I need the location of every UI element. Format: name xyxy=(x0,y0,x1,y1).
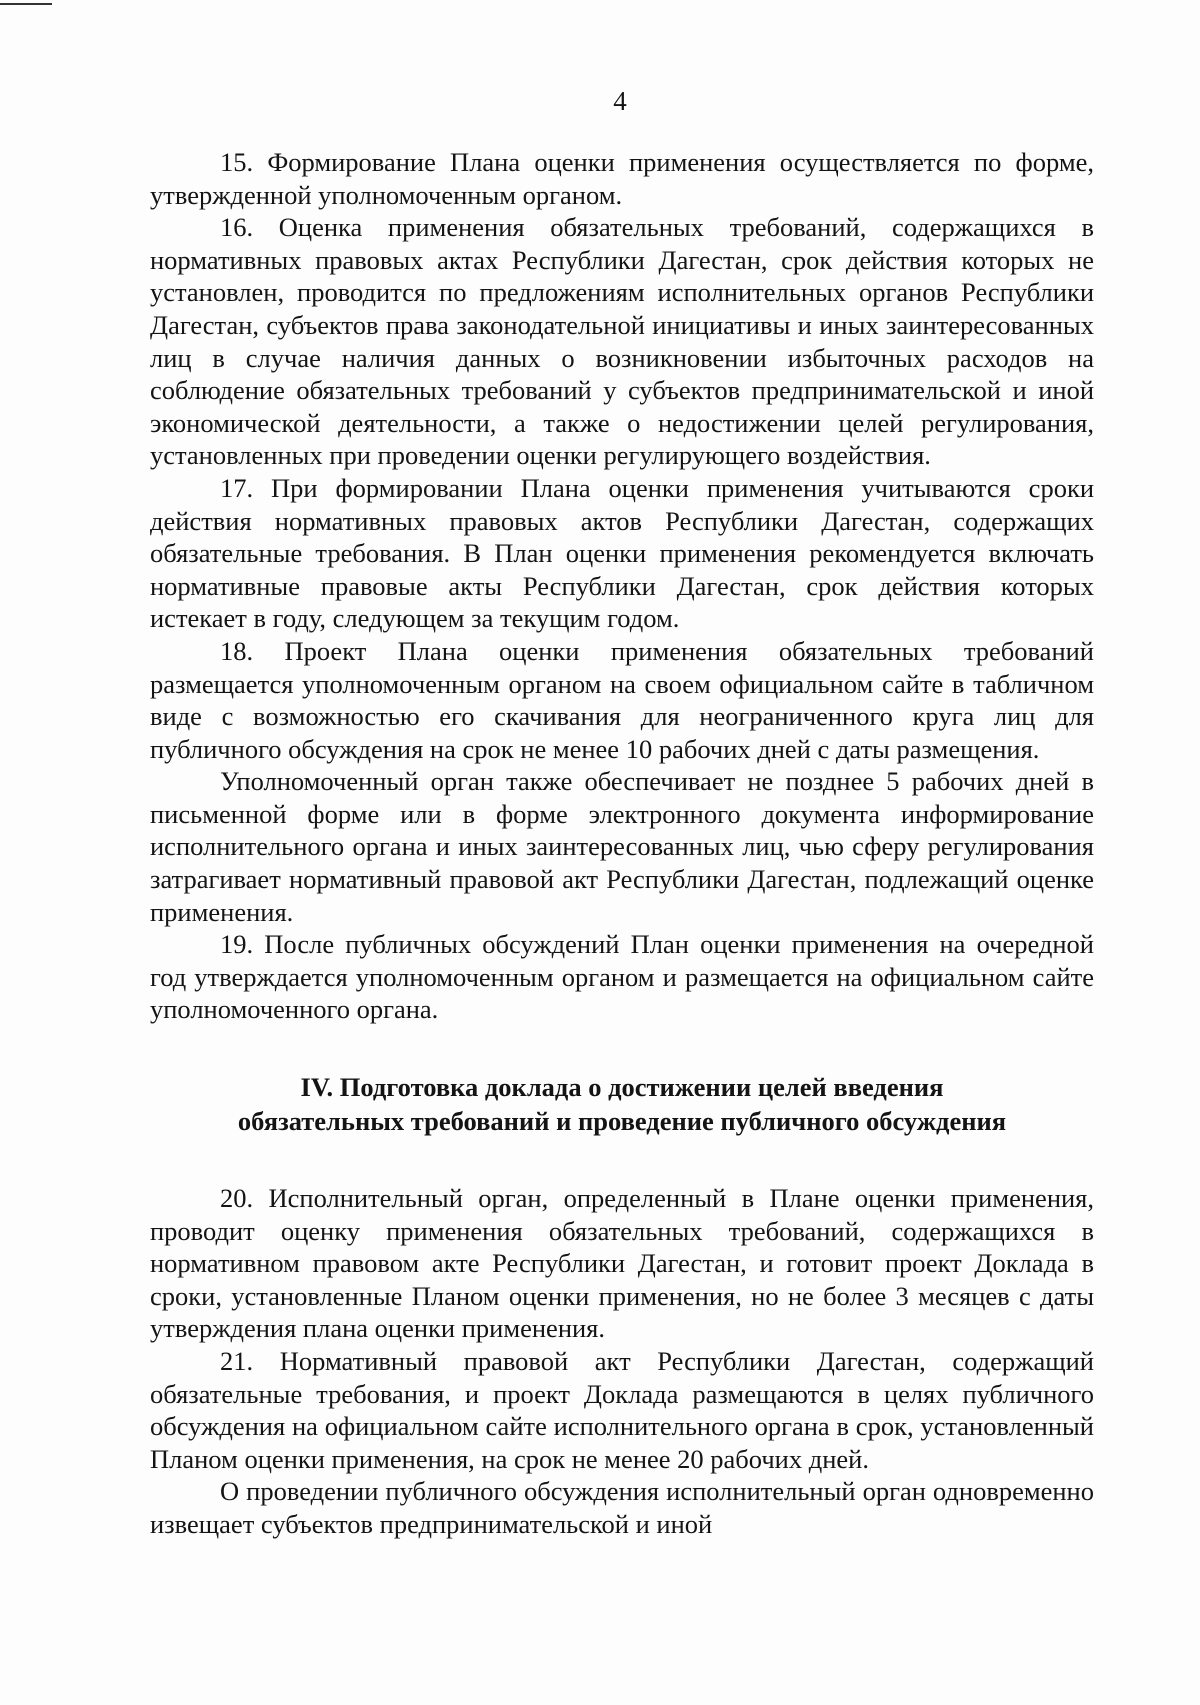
scan-corner-mark xyxy=(0,3,52,5)
paragraph-19: 19. После публичных обсуждений План оценки применения на очередной год утверждается уполномоченным органом и размещается на официальном сайте уполномоченного органа. xyxy=(150,929,1094,1025)
paragraph-18: 18. Проект Плана оценки применения обязательных требований размещается уполномоченным органом на своем официальном сайте в табличном виде с возможностью его скачивания для неограниченного круга лиц для публичного обсуждения на срок не менее 10 рабочих дней с даты размещения. xyxy=(150,635,1094,764)
section-heading-line-1: IV. Подготовка доклада о достижении целей введения xyxy=(300,1072,944,1103)
paragraph-21: 21. Нормативный правовой акт Республики Дагестан, содержащий обязательные требования, и проект Доклада размещаются в целях публичного обсуждения на официальном сайте исполнительного органа в срок, установленный Планом оценки применения, на срок не менее 20 рабочих дней. xyxy=(150,1346,1094,1474)
paragraph-16: 16. Оценка применения обязательных требований, содержащихся в нормативных правовых актах Республики Дагестан, срок действия которых не установлен, проводится по предложениям исполнительных органов Республики Дагестан, субъектов права законодательной инициативы и иных заинтересованных лиц в случае наличия данных о возникновении избыточных расходов на соблюдение обязательных требований у субъектов предпринимательской и иной экономической деятельности, а также о недостижении целей регулирования, установленных при проведении оценки регулирующего воздействия. xyxy=(150,212,1094,471)
section-heading xyxy=(150,1070,1094,1138)
paragraph-18-continuation: Уполномоченный орган также обеспечивает не позднее 5 рабочих дней в письменной форме или в форме электронного документа информирование исполнительного органа и иных заинтересованных лиц, чью сферу регулирования затрагивает нормативный правовой акт Республики Дагестан, подлежащий оценке применения. xyxy=(150,766,1094,927)
paragraph-15: 15. Формирование Плана оценки применения осуществляется по форме, утвержденной уполномоченным органом. xyxy=(150,147,1094,210)
paragraph-21-continuation: О проведении публичного обсуждения исполнительный орган одновременно извещает субъектов предпринимательской и иной xyxy=(150,1476,1094,1539)
paragraph-20: 20. Исполнительный орган, определенный в Плане оценки применения, проводит оценку применения обязательных требований, содержащихся в нормативном правовом акте Республики Дагестан, и готовит проект Доклада в сроки, установленные Планом оценки применения, но не более 3 месяцев с даты утверждения плана оценки применения. xyxy=(150,1183,1094,1344)
paragraph-17: 17. При формировании Плана оценки применения учитываются сроки действия нормативных правовых актов Республики Дагестан, содержащих обязательные требования. В План оценки применения рекомендуется включать нормативные правовые акты Республики Дагестан, срок действия которых истекает в году, следующем за текущим годом. xyxy=(150,472,1094,634)
document-body xyxy=(150,146,1094,1541)
section-heading-line-2: обязательных требований и проведение публичного обсуждения xyxy=(237,1106,1007,1137)
page-number: 4 xyxy=(613,86,627,116)
